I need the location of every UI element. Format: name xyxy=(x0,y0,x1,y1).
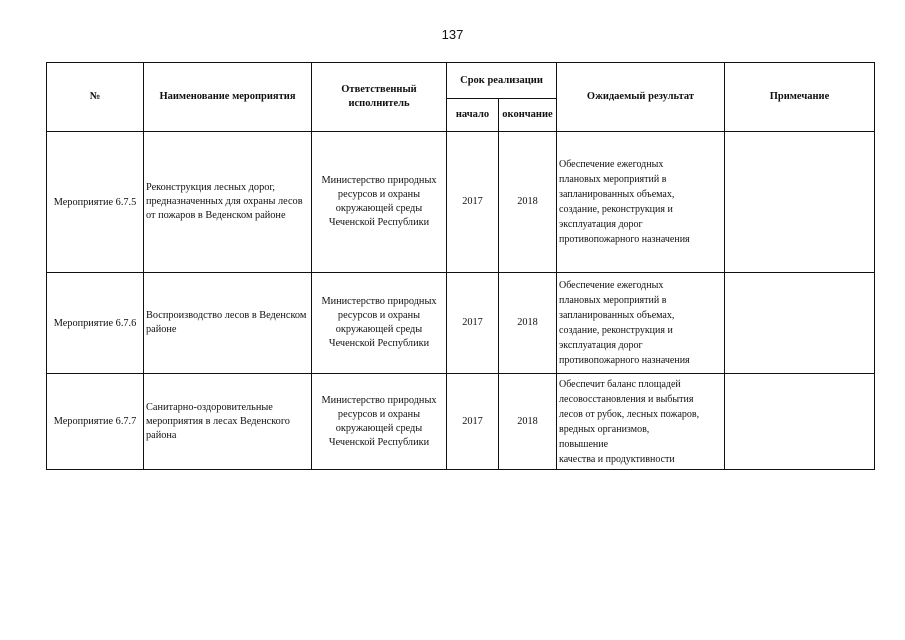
row-name: Воспроизводство лесов в Веденском районе xyxy=(144,273,312,374)
row-executor: Министерство природных ресурсов и охраны окружающей среды Чеченской Республики xyxy=(312,273,447,374)
header-name: Наименование мероприятия xyxy=(144,63,312,132)
row-result-cell xyxy=(557,374,725,470)
row-result: Обеспечит баланс площадей лесовосстановления и выбытия лесов от рубок, лесных пожаров, вредных организмов, повышение качества и продуктивности xyxy=(559,378,700,465)
header-end: окончание xyxy=(499,99,557,132)
row-start: 2017 xyxy=(447,374,499,470)
row-result: Обеспечение ежегодных плановых мероприятий в запланированных объемах, создание, реконструкция и эксплуатация дорог противопожарного назначения xyxy=(559,159,690,245)
page-number: 137 xyxy=(441,27,464,42)
row-executor: Министерство природных ресурсов и охраны окружающей среды Чеченской Республики xyxy=(312,132,447,273)
measures-table xyxy=(46,62,875,470)
row-note xyxy=(725,132,875,273)
row-start: 2017 xyxy=(447,132,499,273)
header-period: Срок реализации xyxy=(447,63,557,99)
table-row xyxy=(47,273,875,374)
row-executor: Министерство природных ресурсов и охраны окружающей среды Чеченской Республики xyxy=(312,374,447,470)
row-end: 2018 xyxy=(499,273,557,374)
row-note xyxy=(725,374,875,470)
header-executor: Ответственный исполнитель xyxy=(312,63,447,132)
header-num: № xyxy=(47,63,144,132)
row-start: 2017 xyxy=(447,273,499,374)
header-row xyxy=(47,63,875,99)
row-end: 2018 xyxy=(499,132,557,273)
header-note: Примечание xyxy=(725,63,875,132)
table-row xyxy=(47,132,875,273)
row-result-cell xyxy=(557,273,725,374)
header-result: Ожидаемый результат xyxy=(557,63,725,132)
row-result-cell xyxy=(557,132,725,273)
row-num: Мероприятие 6.7.6 xyxy=(47,273,144,374)
row-result: Обеспечение ежегодных плановых мероприятий в запланированных объемах, создание, реконструкция и эксплуатация дорог противопожарного назначения xyxy=(559,280,690,366)
row-note xyxy=(725,273,875,374)
row-num: Мероприятие 6.7.7 xyxy=(47,374,144,470)
header-start: начало xyxy=(447,99,499,132)
table-row xyxy=(47,374,875,470)
row-name: Санитарно-оздоровительные мероприятия в лесах Веденского района xyxy=(144,374,312,470)
row-name: Реконструкция лесных дорог, предназначенных для охраны лесов от пожаров в Веденском районе xyxy=(144,132,312,273)
row-end: 2018 xyxy=(499,374,557,470)
row-num: Мероприятие 6.7.5 xyxy=(47,132,144,273)
